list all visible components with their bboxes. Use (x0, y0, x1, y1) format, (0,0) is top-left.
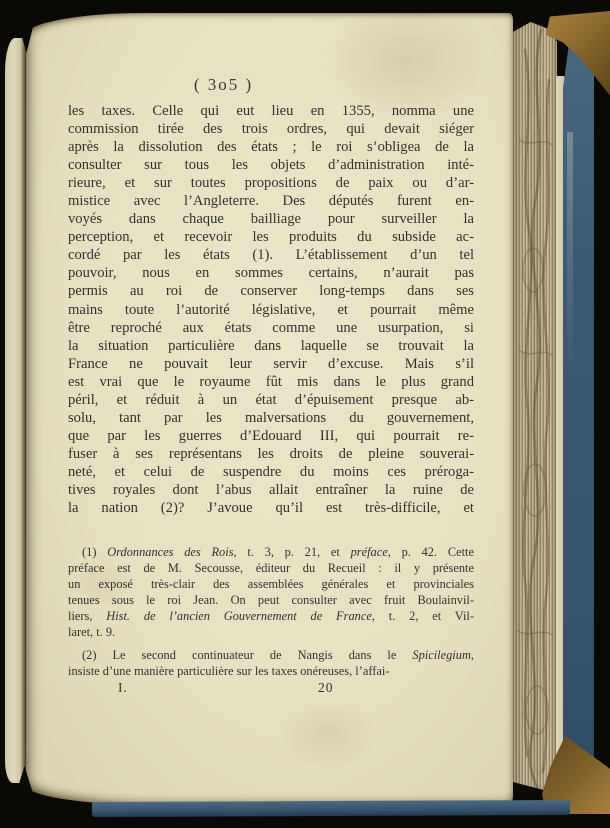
body-text-line: permis au roi de conserver long-temps dans ses (68, 283, 474, 300)
body-text-line: commission tirée des trois ordres, qui devait siéger (68, 121, 474, 138)
body-text-line: solu, tant par les malversations du gouvernement, (68, 409, 474, 426)
body-text-line: cordé par les états (1). L’établissement d’un tel (68, 247, 474, 264)
footnote-text: un exposé très-clair des assemblées générales et provinciales (68, 577, 474, 592)
italic-citation: Hist. de l’ancien Gouvernement de France (106, 609, 372, 624)
blue-cover-bottom-edge (92, 800, 570, 817)
facing-page-edge (5, 38, 26, 783)
body-text-line: neté, et celui de suspendre du moins ces préroga- (68, 463, 474, 480)
footnote-line (68, 560, 474, 576)
body-text-line: perception, et recevoir les produits du subside ac- (68, 229, 474, 246)
footnote-text: tenues sous le roi Jean. On peut consulter avec fruit Boulainvil- (68, 593, 474, 608)
body-text-line: pouvoir, nous en sommes certains, n’aurait pas (68, 265, 474, 282)
body-text-line: être reproché aux états comme une usurpation, si (68, 319, 474, 336)
footnote-line (68, 576, 474, 592)
italic-citation: préface (350, 545, 388, 559)
signature-line (68, 680, 474, 700)
footnote-text: préface est de M. Secousse, éditeur du Recueil : il y présente (68, 561, 474, 576)
italic-citation: Spicilegium (412, 648, 471, 662)
volume-signature-mark: I. (118, 680, 128, 695)
body-text-line: France ne pouvait leur servir d’excuse. Mais s’il (68, 355, 474, 372)
body-text-line: péril, et réduit à un état d’épuisement presque ab- (68, 391, 474, 408)
body-text-line: consulter sur tous les objets d’administration inté- (68, 157, 474, 174)
marbling-veins (513, 20, 557, 796)
italic-citation: Ordonnances des Rois (107, 545, 234, 559)
body-text-line: la situation particulière dans laquelle se trouvait la (68, 337, 474, 354)
footnote-text: , (470, 648, 474, 662)
body-text-line: rieure, et sur toutes propositions de paix ou d’ar- (68, 175, 474, 192)
body-text-line: que par les guerres d’Edouard III, qui pourrait re- (68, 427, 474, 444)
body-text-line: mistice avec l’Angleterre. Des députés furent en- (68, 193, 474, 210)
page-number-header: ( 3o5 ) (193, 75, 254, 94)
footnote-text: , p. 42. Cette (387, 545, 474, 559)
footnote-text: (1) (82, 545, 108, 559)
body-text-line: tives royales dont l’abus allait entraîner la ruine de (68, 481, 474, 498)
body-text-line: est vrai que le royaume fût mis dans le plus grand (68, 373, 474, 390)
sheet-signature-number: 20 (318, 680, 334, 695)
footnote-text: insiste d’une manière particulière sur les taxes onéreuses, l’affai- (68, 664, 390, 679)
body-text-line: mains toute l’autorité législative, et pourrait même (68, 301, 474, 318)
body-text-line: la nation (2)? J’avoue qu’il est très-difficile, et (68, 500, 474, 517)
body-text-line: les taxes. Celle qui eut lieu en 1355, nomma une (68, 103, 474, 119)
footnote-line (68, 647, 474, 663)
body-text-line: fuser à ses représentans les droits de pleine souverai- (68, 445, 474, 462)
book-page (26, 13, 513, 805)
footnote-line (68, 608, 474, 624)
footnote-text: (2) Le second continuateur de Nangis dans le (82, 648, 413, 662)
marbled-fore-edge (513, 20, 557, 796)
footnote-line (68, 663, 474, 679)
footnote-line (68, 544, 474, 560)
footnote-text: , t. 2, et Vil- (371, 609, 474, 624)
footnote-text: laret, t. 9. (68, 625, 116, 640)
footnote-1 (68, 544, 474, 641)
blue-cover-board (563, 42, 594, 810)
body-text (68, 102, 474, 517)
footnote-line (68, 592, 474, 608)
footnote-text: , t. 3, p. 21, et (233, 545, 351, 559)
body-text-line: après la dissolution des états ; le roi s’obligea de la (68, 139, 474, 156)
body-text-line: voyés dans chaque bailliage pour surveiller la (68, 211, 474, 228)
footnote-line (68, 624, 474, 640)
footnote-text: liers, (68, 609, 107, 624)
cover-scuff-mark (567, 132, 573, 372)
footnote-2 (68, 647, 474, 679)
